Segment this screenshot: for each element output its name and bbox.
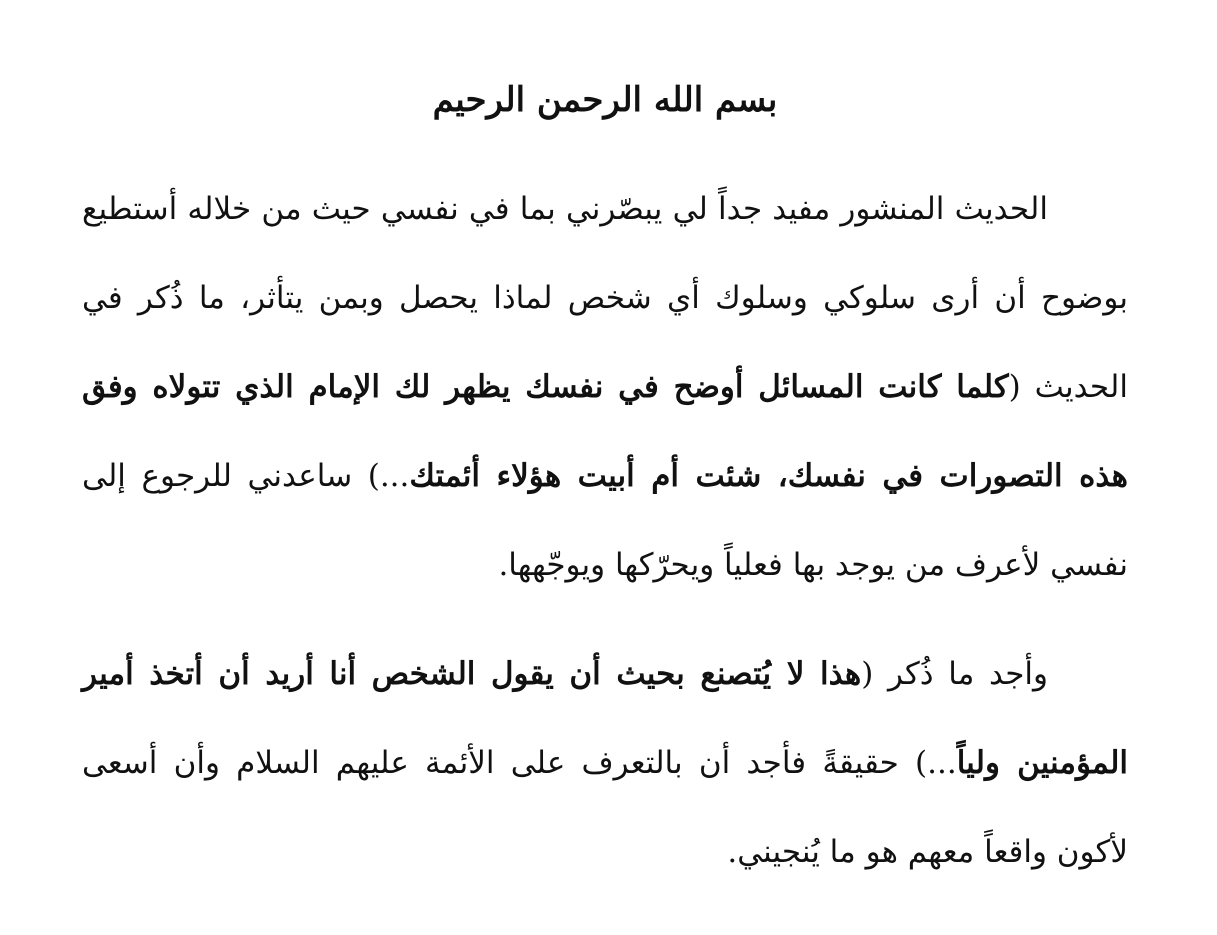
document-page	[82, 0, 1128, 935]
paragraph-1-intro: الحديث المنشور مفيد جداً لي يبصّرني بما في نفسي حيث من خلاله أستطيع بوضوح أن أرى سلوكي وسلوك أي شخص لماذا يحصل وبمن يتأثر، ما ذُكر في الحديث (	[82, 191, 1128, 405]
paragraph-1-quote: كلما كانت المسائل أوضح في نفسك يظهر لك الإمام الذي تتولاه وفق هذه التصورات في نفسك، شئت أم أبيت هؤلاء أئمتك	[82, 369, 1129, 494]
paragraph-1	[82, 165, 1128, 610]
document-title: بسم الله الرحمن الرحيم	[432, 80, 778, 120]
paragraph-1-outro: ...) ساعدني للرجوع إلى نفسي لأعرف من يوجد بها فعلياً ويحرّكها ويوجّهها.	[82, 458, 1128, 583]
paragraph-2-intro: وأجد ما ذُكر (	[861, 656, 1048, 692]
paragraph-2-quote: هذا لا يُتصنع بحيث أن يقول الشخص أنا أريد أن أتخذ أمير المؤمنين ولياً	[82, 656, 1128, 781]
paragraph-2	[82, 630, 1128, 897]
paragraph-2-outro: ...) حقيقةً فأجد أن بالتعرف على الأئمة عليهم السلام وأن أسعى لأكون واقعاً معهم هو ما يُنجيني.	[82, 745, 1128, 870]
